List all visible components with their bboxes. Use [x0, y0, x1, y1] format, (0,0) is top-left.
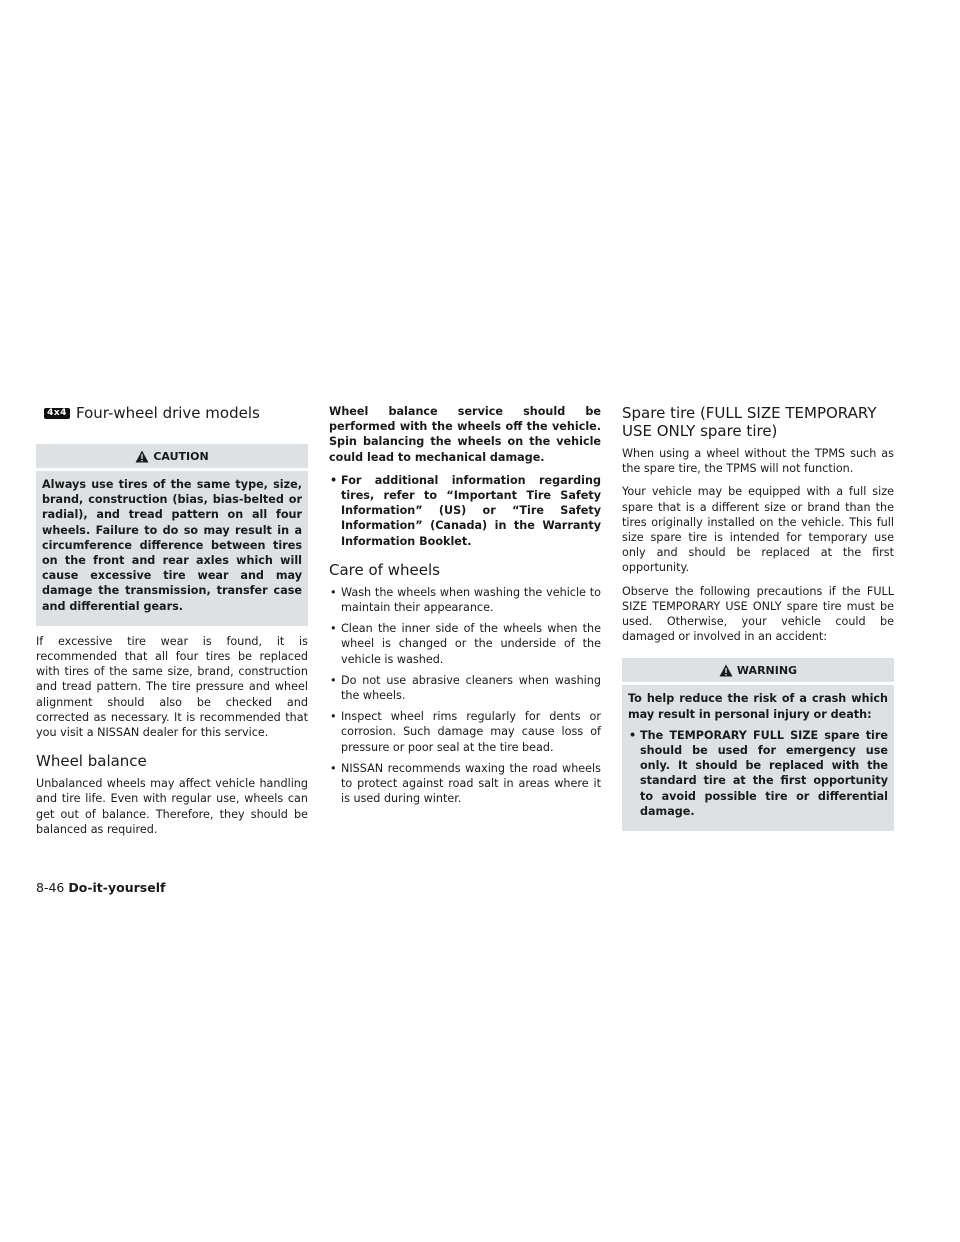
wheel-balance-heading: Wheel balance	[36, 752, 147, 771]
tire-info-list	[329, 473, 601, 549]
warning-label: WARNING	[736, 663, 798, 677]
warning-list	[628, 728, 888, 819]
column-middle	[329, 404, 601, 812]
column-right	[622, 404, 894, 839]
list-item: • Do not use abrasive cleaners when washing the wheels.	[329, 673, 601, 703]
caution-body	[36, 471, 308, 622]
wheel-balance-paragraph: Unbalanced wheels may affect vehicle handling and tire life. Even with regular use, wheels can get out of balance. Therefore, they should be balanced as required.	[36, 777, 308, 836]
list-item: • Inspect wheel rims regularly for dents or corrosion. Such damage may cause loss of pressure or poor seal at the tire bead.	[329, 709, 601, 755]
tpms-paragraph: When using a wheel without the TPMS such as the spare tire, the TPMS will not function.	[622, 447, 894, 476]
caution-label: CAUTION	[153, 449, 209, 463]
footer-section-name: Do-it-yourself	[68, 880, 166, 895]
list-item: • The TEMPORARY FULL SIZE spare tire should be used for emergency use only. It should be replaced with the standard tire at the first opportunity to avoid possible tire or differential damage.	[628, 728, 888, 819]
warning-triangle-icon	[719, 664, 733, 677]
section-header-4wd	[44, 404, 308, 422]
list-item: • Wash the wheels when washing the vehicle to maintain their appearance.	[329, 585, 601, 615]
warning-body	[622, 685, 894, 827]
list-item: • NISSAN recommends waxing the road wheels to protect against road salt in areas where it is used during winter.	[329, 761, 601, 807]
caution-box	[36, 444, 308, 626]
warning-intro: To help reduce the risk of a crash which may result in personal injury or death:	[628, 692, 888, 721]
spare-tire-heading: Spare tire (FULL SIZE TEMPORARY USE ONLY spare tire)	[622, 404, 877, 440]
caution-text: Always use tires of the same type, size, brand, construction (bias, bias-belted or radial), and tread pattern on all four wheels. Failure to do so may result in a circumference difference between tires on the front and rear axles which will cause excessive tire wear and may damage the transmission, transfer case and differential gears.	[42, 478, 302, 613]
care-list	[329, 585, 601, 807]
warning-triangle-icon	[135, 450, 149, 463]
tire-wear-paragraph: If excessive tire wear is found, it is recommended that all four tires be replaced with tires of the same size, brand, construction and tread pattern. The tire pressure and wheel alignment should also be checked and corrected as necessary. It is recommended that you visit a NISSAN dealer for this service.	[36, 634, 308, 740]
warning-box	[622, 658, 894, 831]
balance-service-paragraph: Wheel balance service should be performed with the wheels off the vehicle. Spin balancing the wheels on the vehicle could lead to mechanical damage.	[329, 405, 601, 464]
full-size-spare-paragraph: Your vehicle may be equipped with a full size spare that is a different size or brand than the tires originally installed on the vehicle. This full size spare tire is intended for temporary use only and should be replaced at the first opportunity.	[622, 485, 894, 575]
list-item: • For additional information regarding tires, refer to “Important Tire Safety Information” (US) or “Tire Safety Information” (Canada) in the Warranty Information Booklet.	[329, 473, 601, 549]
4x4-badge-icon: 4x4	[44, 408, 70, 419]
column-left	[36, 404, 308, 845]
list-item: • Clean the inner side of the wheels when the wheel is changed or the underside of the vehicle is washed.	[329, 621, 601, 667]
precautions-paragraph: Observe the following precautions if the FULL SIZE TEMPORARY USE ONLY spare tire must be used. Otherwise, your vehicle could be damaged or involved in an accident:	[622, 584, 894, 644]
page-footer	[36, 880, 165, 895]
caution-header	[36, 444, 308, 471]
page-number: 8-46	[36, 880, 65, 895]
care-of-wheels-heading: Care of wheels	[329, 560, 440, 579]
section-title: Four-wheel drive models	[76, 404, 260, 422]
warning-header	[622, 658, 894, 685]
